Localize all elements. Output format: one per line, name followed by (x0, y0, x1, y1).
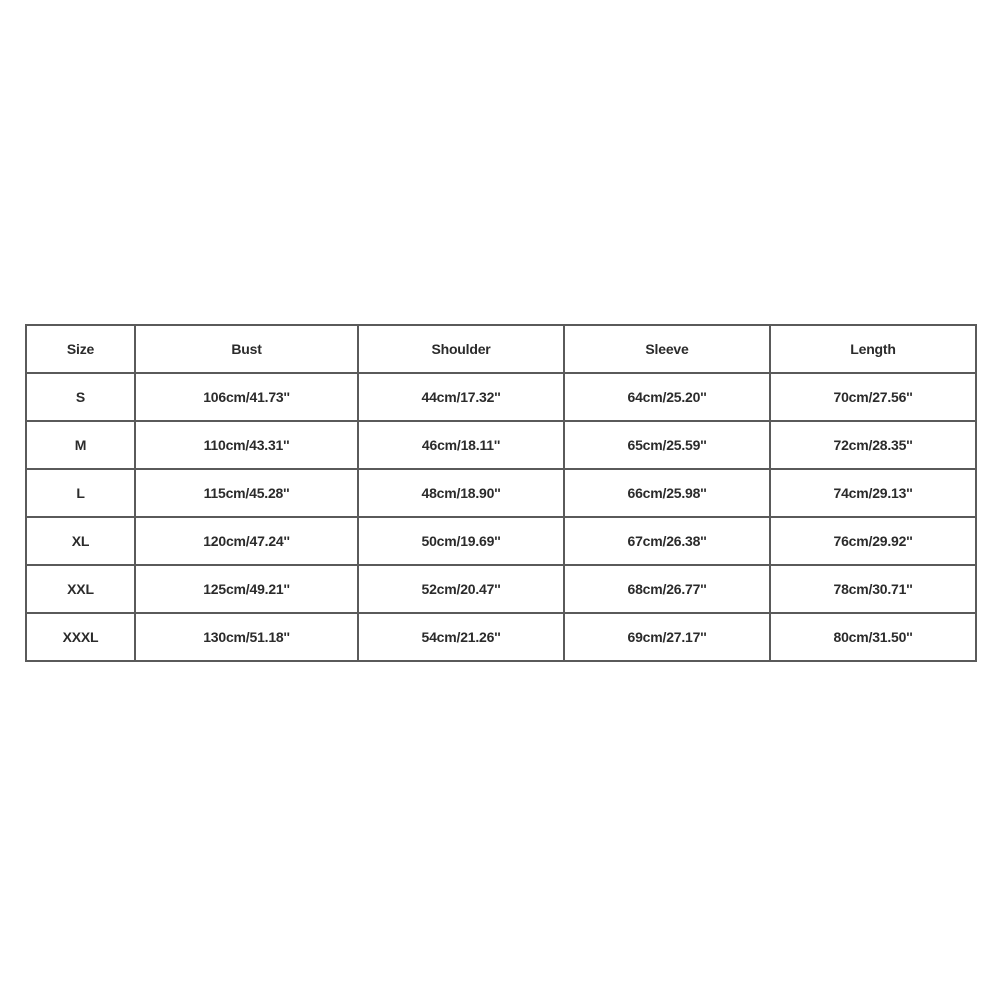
length-cell: 80cm/31.50'' (770, 613, 976, 661)
table-header-row (26, 325, 976, 373)
size-cell: XL (26, 517, 135, 565)
length-cell: 72cm/28.35'' (770, 421, 976, 469)
shoulder-cell: 46cm/18.11'' (358, 421, 564, 469)
bust-cell: 130cm/51.18'' (135, 613, 358, 661)
size-cell: S (26, 373, 135, 421)
shoulder-cell: 52cm/20.47'' (358, 565, 564, 613)
shoulder-cell: 54cm/21.26'' (358, 613, 564, 661)
size-cell: XXL (26, 565, 135, 613)
length-cell: 70cm/27.56'' (770, 373, 976, 421)
shoulder-cell: 50cm/19.69'' (358, 517, 564, 565)
bust-cell: 115cm/45.28'' (135, 469, 358, 517)
size-cell: M (26, 421, 135, 469)
table-row (26, 517, 976, 565)
length-cell: 76cm/29.92'' (770, 517, 976, 565)
sleeve-cell: 66cm/25.98'' (564, 469, 770, 517)
table-row (26, 469, 976, 517)
bust-cell: 106cm/41.73'' (135, 373, 358, 421)
table-row (26, 373, 976, 421)
sleeve-cell: 65cm/25.59'' (564, 421, 770, 469)
shoulder-cell: 44cm/17.32'' (358, 373, 564, 421)
sleeve-cell: 68cm/26.77'' (564, 565, 770, 613)
header-bust: Bust (135, 325, 358, 373)
bust-cell: 120cm/47.24'' (135, 517, 358, 565)
header-length: Length (770, 325, 976, 373)
length-cell: 78cm/30.71'' (770, 565, 976, 613)
shoulder-cell: 48cm/18.90'' (358, 469, 564, 517)
sleeve-cell: 67cm/26.38'' (564, 517, 770, 565)
sleeve-cell: 64cm/25.20'' (564, 373, 770, 421)
bust-cell: 110cm/43.31'' (135, 421, 358, 469)
length-cell: 74cm/29.13'' (770, 469, 976, 517)
table-row (26, 421, 976, 469)
size-cell: XXXL (26, 613, 135, 661)
size-cell: L (26, 469, 135, 517)
sleeve-cell: 69cm/27.17'' (564, 613, 770, 661)
header-size: Size (26, 325, 135, 373)
bust-cell: 125cm/49.21'' (135, 565, 358, 613)
table-row (26, 613, 976, 661)
size-chart-table (25, 324, 977, 662)
table-row (26, 565, 976, 613)
header-shoulder: Shoulder (358, 325, 564, 373)
header-sleeve: Sleeve (564, 325, 770, 373)
